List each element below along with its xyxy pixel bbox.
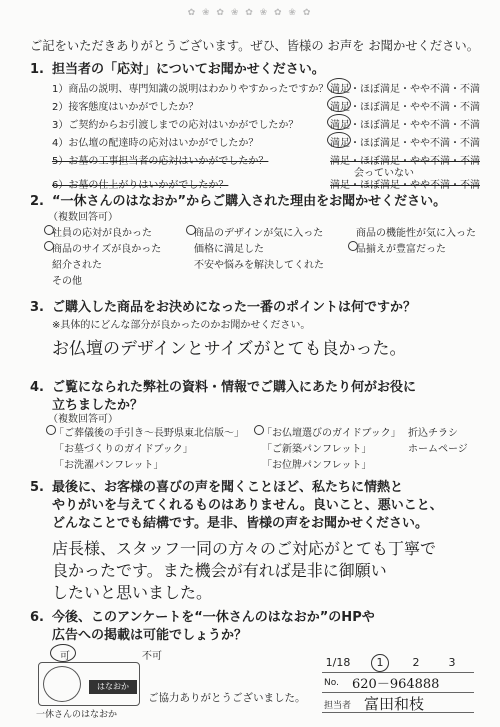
answer-circle — [46, 425, 56, 435]
q6-title-line1: 今後、このアンケートを“一休さんのはなおか”のHPや — [52, 610, 375, 625]
rating-3: 3 — [448, 656, 456, 669]
no-value: 620－964888 — [352, 677, 440, 692]
q6-title-line2: 広告への掲載は可能でしょうか？ — [52, 628, 248, 643]
q4-number: 4. — [30, 380, 44, 395]
q3-sub: ※具体的にどんな部分が良かったのかお聞かせください。 — [52, 320, 311, 331]
q4-choice-2: 「お仏壇選びのガイドブック」 — [262, 428, 401, 439]
answer-circle — [44, 241, 54, 251]
q2-choice-1: 社員の応対が良かった — [52, 228, 152, 239]
q5-answer-line3: したいと思いました。 — [52, 583, 213, 602]
q1-options-5: 満足・ほぼ満足・やや不満・不満 — [330, 156, 480, 167]
answer-circle — [254, 425, 264, 435]
rating-1: 1 — [376, 656, 384, 669]
q1-options-3: 満足・ほぼ満足・やや不満・不満 — [330, 120, 480, 131]
answer-circle — [186, 225, 196, 235]
answer-circle — [44, 225, 54, 235]
thanks-text: ご協力ありがとうございました。 — [148, 692, 306, 704]
q4-title-line2: 立ちましたか？ — [52, 398, 144, 413]
q1-options-1: 満足・ほぼ満足・やや不満・不満 — [330, 84, 480, 95]
q2-choice-8: 不安や悩みを解決してくれた — [194, 260, 324, 271]
answer-circle — [327, 114, 351, 130]
q5-title-line2: やりがいを与えてくれるものはありません。良いこと、悪いこと、 — [52, 498, 443, 513]
q5-answer-line2: 良かったです。また機会が有れば是非に御願い — [52, 561, 387, 580]
company-logo — [38, 662, 140, 706]
q2-choice-9: その他 — [52, 276, 82, 287]
q1-options-2: 満足・ほぼ満足・やや不満・不満 — [330, 102, 480, 113]
q3-number: 3. — [30, 300, 44, 315]
q4-choice-7: 「お洗濯パンフレット」 — [54, 460, 164, 471]
rating-2: 2 — [412, 656, 420, 669]
answer-circle — [348, 241, 358, 251]
q6-yes: 可 — [60, 651, 70, 662]
q1-options-6: 満足・ほぼ満足・やや不満・不満 — [330, 180, 480, 191]
q2-number: 2. — [30, 194, 44, 209]
q2-choice-3: 商品の機能性が気に入った — [356, 228, 476, 239]
q4-choice-8: 「お位牌パンフレット」 — [262, 460, 372, 471]
q2-choice-7: 紹介された — [52, 260, 102, 271]
q2-sub: （複数回答可） — [48, 212, 118, 223]
q4-choice-4: 「お墓づくりのガイドブック」 — [54, 444, 193, 455]
decorative-border: ✿ ❀ ✿ ❀ ✿ ❀ ✿ ❀ ✿ — [187, 8, 313, 18]
no-label: No. — [324, 678, 339, 688]
intro-text: ご記をいただきありがとうございます。ぜひ、皆様の お声を お聞かせください。 — [30, 39, 480, 53]
monk-icon — [43, 666, 81, 702]
q3-answer: お仏壇のデザインとサイズがとても良かった。 — [52, 339, 407, 359]
q1-item-1: 1）商品の説明、専門知識の説明はわかりやすかったですか？ — [52, 84, 329, 95]
q2-title-text: “一休さんのはなおか”からご購入された理由をお聞かせください。 — [52, 194, 447, 209]
q4-choice-5: 「ご新築パンフレット」 — [262, 444, 372, 455]
q1-item-3: 3）ご契約からお引渡しまでの応対はいかがでしたか？ — [52, 120, 299, 131]
answer-circle — [327, 132, 351, 148]
company-name: 一休さんのはなおか — [36, 710, 118, 720]
q6-number: 6. — [30, 610, 44, 625]
q1-options-4: 満足・ほぼ満足・やや不満・不満 — [330, 138, 480, 149]
q3-title — [30, 296, 416, 315]
q1-note: 会っていない — [354, 168, 414, 179]
q5-answer-line1: 店長様、スタッフ一同の方々のご対応がとても丁寧で — [52, 539, 437, 558]
staff-value: 富田和枝 — [364, 695, 425, 713]
q6-no: 不可 — [142, 651, 162, 662]
q2-choice-5: 価格に満足した — [194, 244, 264, 255]
q4-choice-1: 「ご葬儀後の手引き～長野県東北信版～」 — [54, 428, 244, 439]
answer-circle — [327, 96, 351, 112]
q4-title — [30, 376, 416, 395]
q4-choice-6: ホームページ — [408, 444, 468, 455]
q1-number: 1. — [30, 62, 44, 77]
logo-text: はなおか — [89, 680, 137, 694]
answer-circle — [371, 654, 389, 672]
q1-title — [30, 58, 325, 77]
q6-title — [30, 606, 375, 625]
q2-choice-4: 商品のサイズが良かった — [52, 244, 162, 255]
q5-title — [30, 476, 403, 495]
q5-number: 5. — [30, 480, 44, 495]
q1-item-5: 5）お墓の工事担当者の応対はいかがでしたか？ — [52, 156, 269, 167]
answer-circle — [50, 644, 76, 662]
staff-label: 担当者 — [324, 701, 352, 711]
date-cell: 1/18 — [325, 656, 351, 669]
q3-title-text: ご購入した商品をお決めになった一番のポイントは何ですか？ — [52, 300, 417, 315]
q2-choice-2: 商品のデザインが気に入った — [194, 228, 324, 239]
q4-choice-3: 折込チラシ — [408, 428, 458, 439]
q1-title-text: 担当者の「応対」についてお聞かせください。 — [52, 62, 325, 77]
q1-item-4: 4）お仏壇の配達時の応対はいかがでしたか？ — [52, 138, 259, 149]
q1-item-6: 6）お墓の仕上がりはいかがでしたか？ — [52, 180, 229, 191]
answer-circle — [327, 78, 351, 94]
q4-sub: （複数回答可） — [48, 414, 118, 425]
q1-item-2: 2）接客態度はいかがでしたか？ — [52, 102, 199, 113]
q5-title-line3: どんなことでも結構です。是非、皆様の声をお聞かせください。 — [52, 516, 428, 531]
q2-title — [30, 190, 446, 209]
q2-choice-6: 品揃えが豊富だった — [356, 244, 446, 255]
q4-title-line1: ご覧になられた弊社の資料・情報でご購入にあたり何がお役に — [52, 380, 417, 395]
q5-title-line1: 最後に、お客様の喜びの声を聞くことほど、私たちに情熱と — [52, 480, 404, 495]
